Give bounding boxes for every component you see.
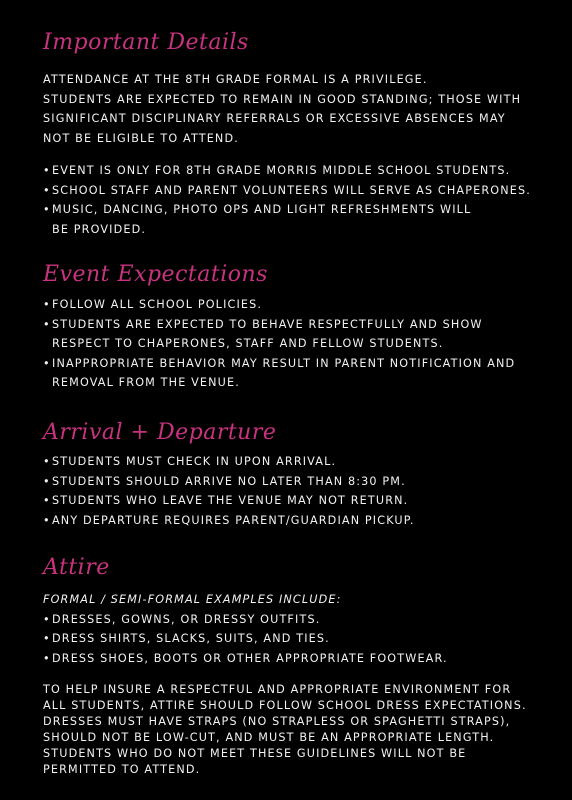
attire-heading: Attire <box>43 555 110 580</box>
list-item: • ANY DEPARTURE REQUIRES PARENT/GUARDIAN PICKUP. <box>43 511 552 531</box>
important-details-heading: Important Details <box>43 30 249 55</box>
intro-line: NOT BE ELIGIBLE TO ATTEND. <box>43 131 239 145</box>
list-item: • STUDENTS MUST CHECK IN UPON ARRIVAL. <box>43 452 552 472</box>
list-item: • STUDENTS WHO LEAVE THE VENUE MAY NOT RETURN. <box>43 491 552 511</box>
attire-paragraph-line: ALL STUDENTS, ATTIRE SHOULD FOLLOW SCHOOL DRESS EXPECTATIONS. <box>43 699 527 712</box>
attire-paragraph-line: SHOULD NOT BE LOW-CUT, AND MUST BE AN APPROPRIATE LENGTH. <box>43 731 495 744</box>
intro-line: ATTENDANCE AT THE 8TH GRADE FORMAL IS A PRIVILEGE. <box>43 73 428 86</box>
list-item: • SCHOOL STAFF AND PARENT VOLUNTEERS WILL SERVE AS CHAPERONES. <box>43 181 552 201</box>
list-item: • STUDENTS SHOULD ARRIVE NO LATER THAN 8:30 PM. <box>43 472 552 492</box>
attire-paragraph-line: TO HELP INSURE A RESPECTFUL AND APPROPRIATE ENVIRONMENT FOR <box>43 683 512 696</box>
attire-paragraph-line: STUDENTS WHO DO NOT MEET THESE GUIDELINES WILL NOT BE <box>43 747 467 760</box>
list-item: • EVENT IS ONLY FOR 8TH GRADE MORRIS MIDDLE SCHOOL STUDENTS. <box>43 161 552 181</box>
list-item: • DRESSES, GOWNS, OR DRESSY OUTFITS. <box>43 610 552 630</box>
list-item: • FOLLOW ALL SCHOOL POLICIES. <box>43 295 552 315</box>
list-item: • STUDENTS ARE EXPECTED TO BEHAVE RESPECTFULLY AND SHOW RESPECT TO CHAPERONES, STAFF AND FELLOW STUDENTS. <box>43 315 522 354</box>
list-item: • MUSIC, DANCING, PHOTO OPS AND LIGHT REFRESHMENTS WILL BE PROVIDED. <box>43 200 472 239</box>
intro-line: STUDENTS ARE EXPECTED TO REMAIN IN GOOD STANDING; THOSE WITH <box>43 92 522 106</box>
event-expectations-heading: Event Expectations <box>43 262 268 287</box>
attire-paragraph-line: PERMITTED TO ATTEND. <box>43 763 201 776</box>
important-details-section <box>43 70 543 239</box>
intro-line: SIGNIFICANT DISCIPLINARY REFERRALS OR EXCESSIVE ABSENCES MAY <box>43 112 506 125</box>
attire-subhead: FORMAL / SEMI-FORMAL EXAMPLES INCLUDE: <box>43 593 342 606</box>
event-expectations-section <box>43 295 543 393</box>
list-item: • INAPPROPRIATE BEHAVIOR MAY RESULT IN PARENT NOTIFICATION AND REMOVAL FROM THE VENUE. <box>43 354 532 393</box>
attire-paragraph-line: DRESSES MUST HAVE STRAPS (NO STRAPLESS OR SPAGHETTI STRAPS), <box>43 715 511 728</box>
arrival-departure-section <box>43 452 543 530</box>
arrival-departure-heading: Arrival + Departure <box>43 420 277 445</box>
list-item: • DRESS SHOES, BOOTS OR OTHER APPROPRIATE FOOTWEAR. <box>43 649 552 669</box>
list-item: • DRESS SHIRTS, SLACKS, SUITS, AND TIES. <box>43 629 552 649</box>
attire-section <box>43 590 543 778</box>
